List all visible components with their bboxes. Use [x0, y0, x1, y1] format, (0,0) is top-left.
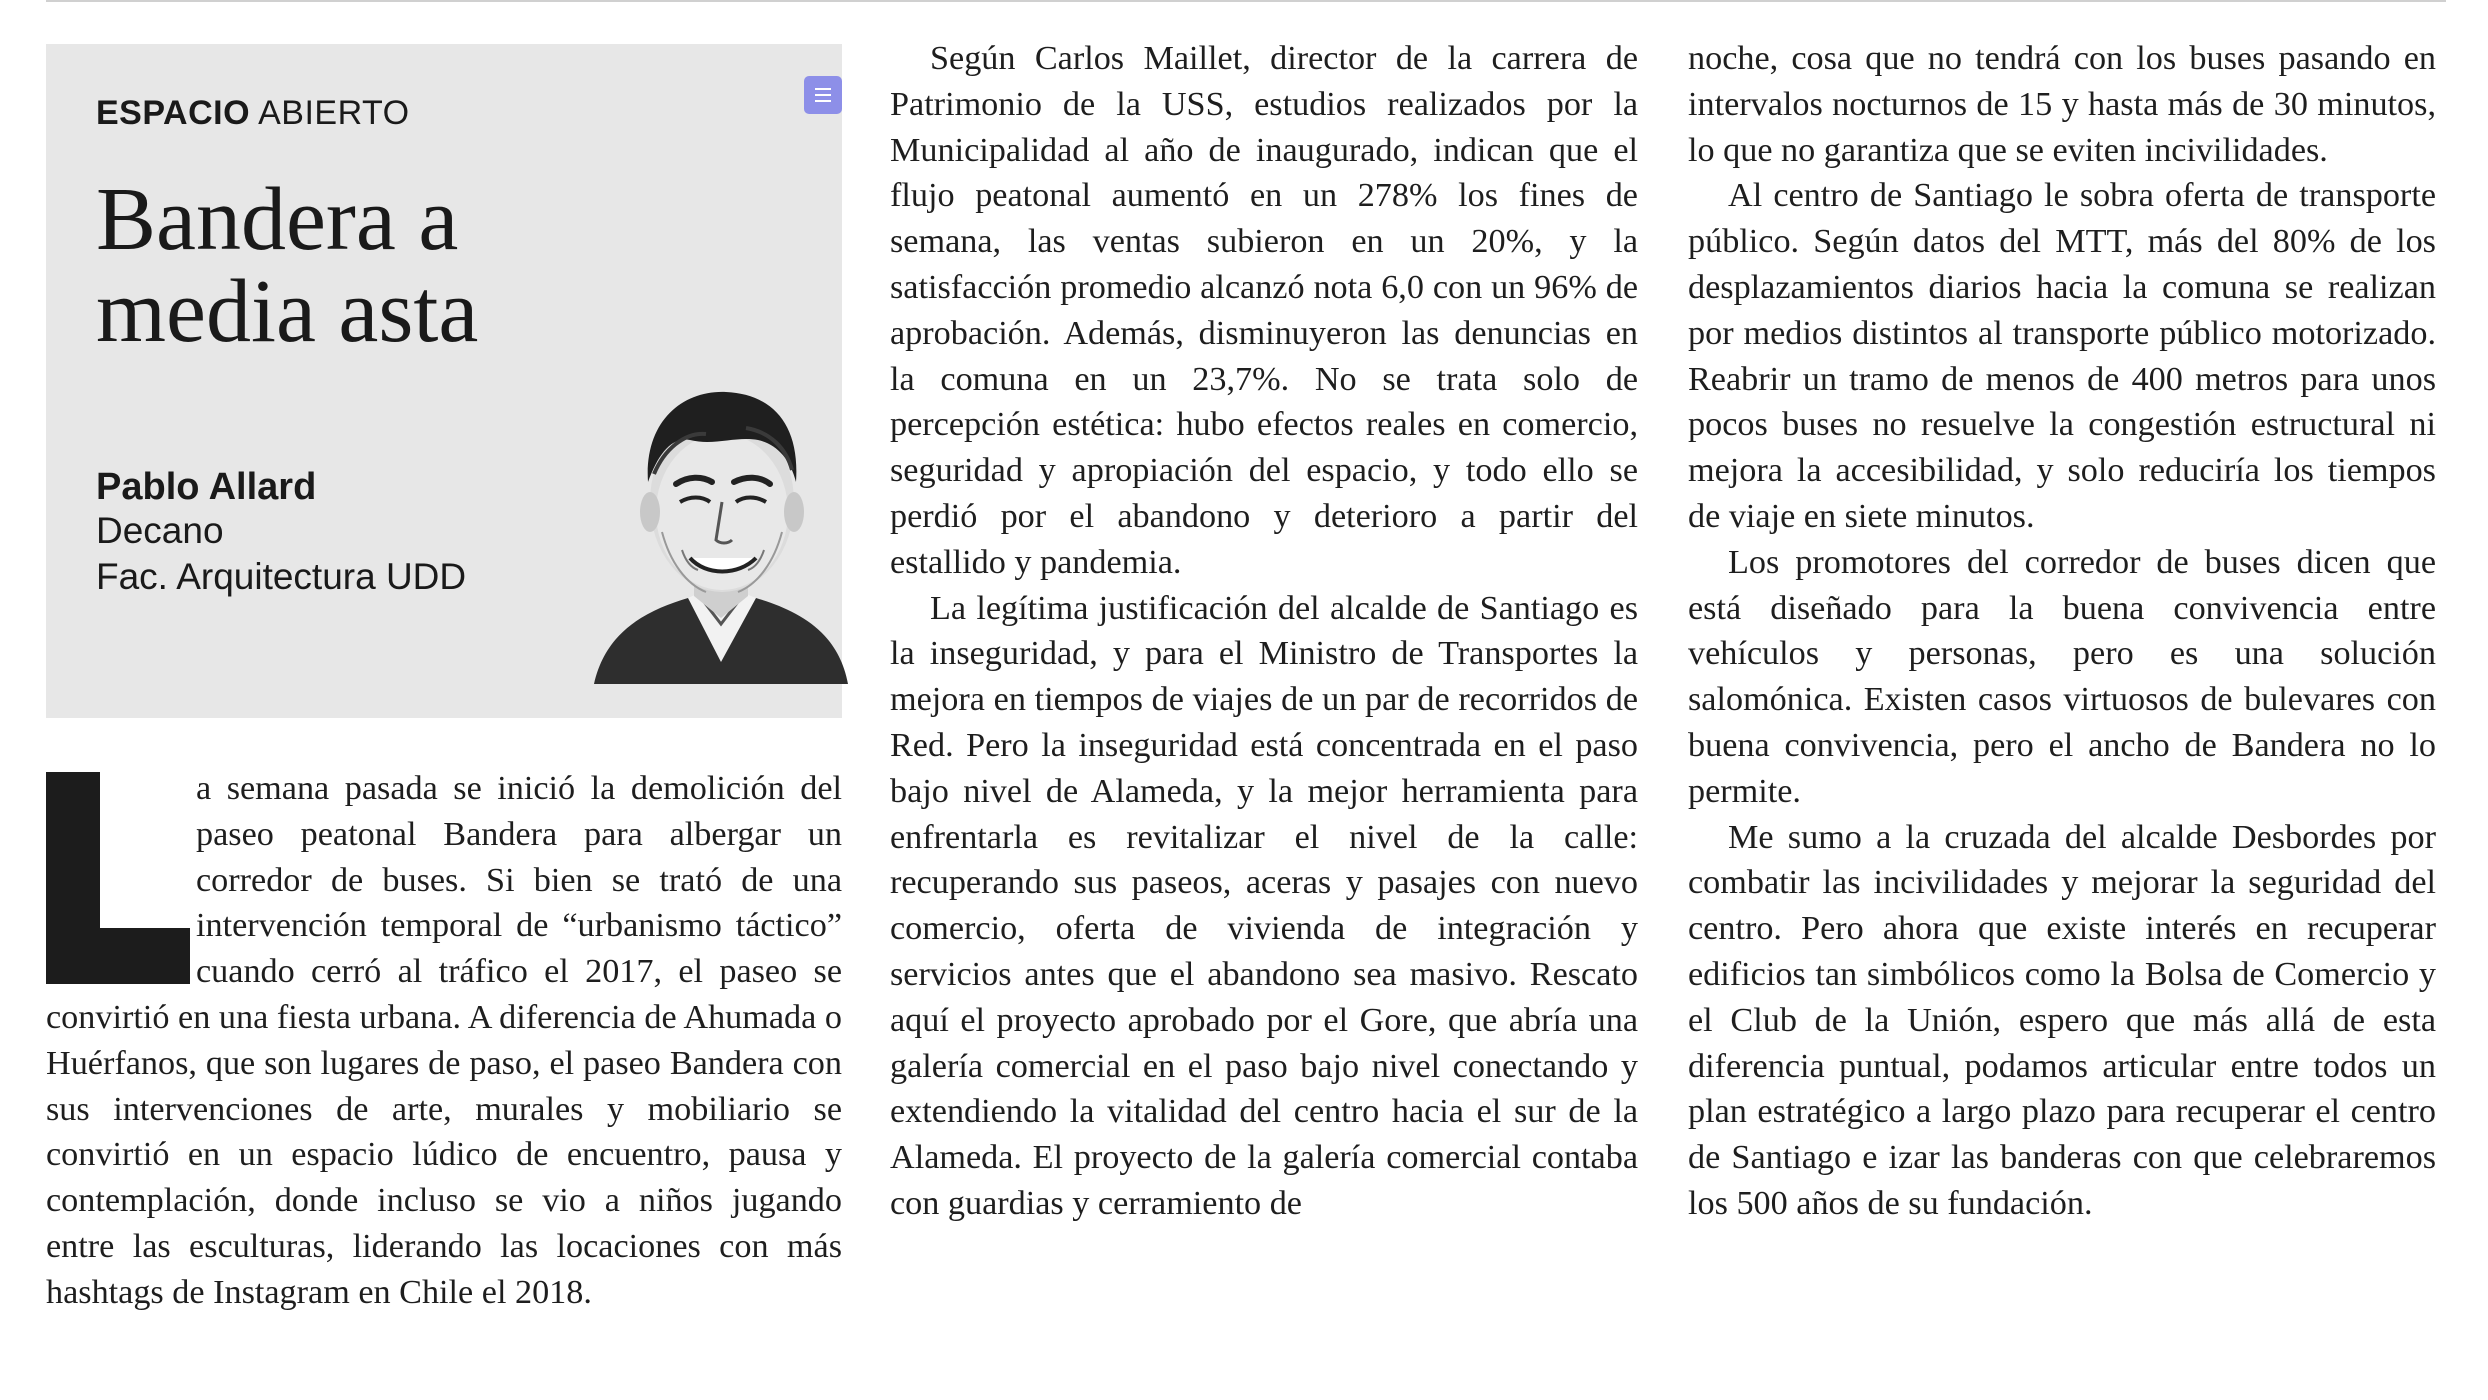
article-column-1	[46, 766, 842, 1316]
note-icon-line	[815, 100, 831, 102]
author-role: Decano	[96, 510, 224, 551]
top-rule	[46, 0, 2446, 2]
section-label	[96, 94, 410, 133]
dropcap	[46, 772, 190, 984]
article-column-2	[890, 36, 1638, 1227]
paragraph: Los promotores del corredor de buses dicen que está diseñado para la buena convivencia entre vehículos y personas, pero es una solución salomónica. Existen casos virtuosos de bulevares con buena convivencia, pero el ancho de Bandera no lo permite.	[1688, 543, 2436, 810]
dropcap-letter	[196, 766, 197, 767]
section-label-bold: ESPACIO	[96, 94, 251, 132]
dropcap-foot	[46, 928, 190, 984]
article-column-3	[1688, 36, 2436, 1227]
paragraph: Al centro de Santiago le sobra oferta de transporte público. Según datos del MTT, más del 80% de los desplazamientos diarios hacia la comuna se realizan por medios distintos al transporte público motorizado. Reabrir un tramo de menos de 400 metros para unos pocos buses no resuelve la congestión estructural ni mejora la accesibilidad, y solo reduciría los tiempos de viaje en siete minutos.	[1688, 177, 2436, 535]
note-icon-line	[815, 88, 831, 90]
paragraph: noche, cosa que no tendrá con los buses pasando en intervalos nocturnos de 15 y hasta más de 30 minutos, lo que no garantiza que se eviten incivilidades.	[1688, 40, 2436, 169]
section-label-rest: ABIERTO	[258, 94, 410, 132]
paragraph: Según Carlos Maillet, director de la carrera de Patrimonio de la USS, estudios realizados por la Municipalidad al año de inaugurado, indican que el flujo peatonal aumentó en un 278% los fines de semana, las ventas subieron en un 20%, y la satisfacción promedio alcanzó nota 6,0 con un 96% de aprobación. Además, disminuyeron las denuncias en la comuna en un 23,7%. No se trata solo de percepción estética: hubo efectos reales en comercio, seguridad y apropiación del espacio, y todo ello se perdió por el abandono y deterioro a partir del estallido y pandemia.	[890, 40, 1638, 581]
paragraph: La legítima justificación del alcalde de Santiago es la inseguridad, y para el Ministro de Transportes la mejora en tiempos de viajes de un par de recorridos de Red. Pero la inseguridad está concentrada en el paso bajo nivel de Alameda, y la mejor herramienta para enfrentarla es revitalizar el nivel de la calle: recuperando sus paseos, aceras y pasajes con nuevo comercio, oferta de vivienda de integración y servicios antes que el abandono sea masivo. Rescato aquí el proyecto aprobado por el Gore, que abría una galería comercial en el paso bajo nivel conectando y extendiendo la vitalidad del centro hacia el sur de la Alameda. El proyecto de la galería comercial contaba con guardias y cerramiento de	[890, 589, 1638, 1222]
author-portrait	[586, 362, 856, 684]
headline	[96, 170, 656, 361]
headline-line-2: media asta	[96, 262, 479, 361]
paragraph-text: a semana pasada se inició la demolición del paseo peatonal Bandera para albergar un corredor de buses. Si bien se trató de una intervención temporal de “urbanismo táctico” cuando cerró al tráfico el 2017, el paseo se convirtió en una fiesta urbana. A diferencia de Ahumada o Huérfanos, que son lugares de paso, el paseo Bandera con sus intervenciones de arte, murales y mobiliario se convirtió en un espacio lúdico de encuentro, pausa y contemplación, donde incluso se vio a niños jugando entre las esculturas, liderando las locaciones con más hashtags de Instagram en Chile el 2018.	[46, 770, 842, 1311]
column-header-box	[46, 44, 842, 718]
author-faculty: Fac. Arquitectura UDD	[96, 556, 467, 597]
author-name: Pablo Allard	[96, 466, 317, 508]
headline-line-1: Bandera a	[96, 170, 459, 269]
paragraph: Me sumo a la cruzada del alcalde Desbordes por combatir las incivilidades y mejorar la seguridad del centro. Pero ahora que existe interés en recuperar edificios tan simbólicos como la Bolsa de Comercio y el Club de la Unión, espero que más allá de esta diferencia puntual, podamos articular entre todos un plan estratégico a largo plazo para recuperar el centro de Santiago e izar las banderas con que celebraremos los 500 años de su fundación.	[1688, 818, 2436, 1222]
note-icon-line	[815, 94, 831, 96]
note-icon[interactable]	[804, 76, 842, 114]
